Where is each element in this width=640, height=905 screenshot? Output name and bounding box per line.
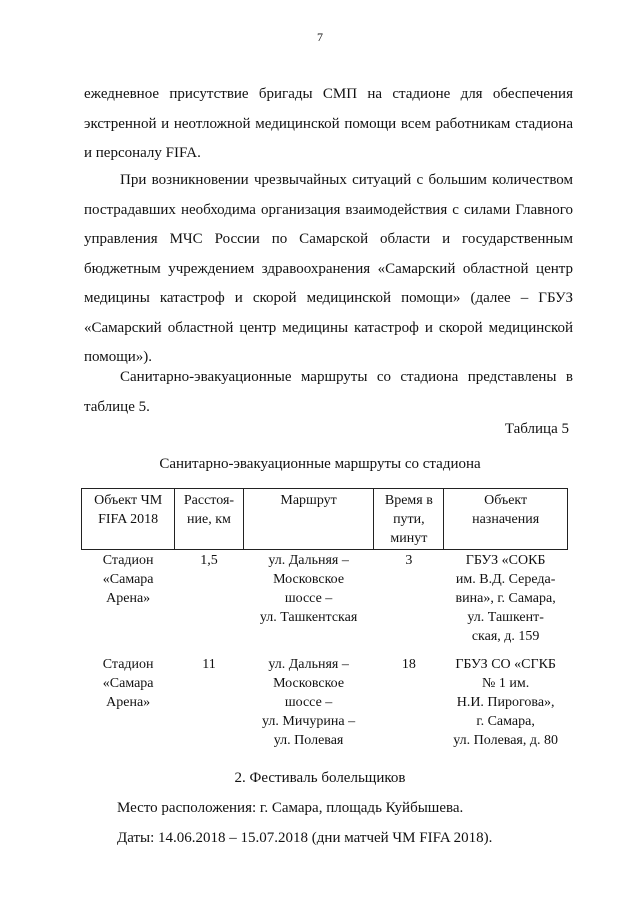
cell-distance: 11 (202, 657, 216, 672)
header-travel-time: Время в пути, минут (374, 489, 444, 550)
table-header-row (82, 489, 568, 550)
dates-line: Даты: 14.06.2018 – 15.07.2018 (дни матчей ЧМ FIFA 2018). (117, 830, 493, 846)
cell-travel-time: 18 (401, 657, 416, 672)
header-object: Объект ЧМ FIFA 2018 (82, 489, 175, 550)
cell-route: ул. Дальняя – Московское шоссе – ул. Мичурина – ул. Полевая (262, 657, 356, 748)
header-route: Маршрут (243, 489, 374, 550)
cell-object: Стадион «Самара Арена» (102, 553, 154, 606)
location-line: Место расположения: г. Самара, площадь Куйбышева. (117, 800, 464, 816)
cell-distance: 1,5 (200, 553, 218, 568)
paragraph-3: Санитарно-эвакуационные маршруты со стадиона представлены в таблице 5. (84, 369, 573, 415)
routes-table (81, 488, 568, 758)
header-destination: Объект назначения (444, 489, 568, 550)
paragraph-2: При возникновении чрезвычайных ситуаций с большим количеством пострадавших необходима организация взаимодействия с силами Главного управления МЧС России по Самарской области и государственным бюджетным учреждением здравоохранения «Самарский областной центр медицины катастроф и скорой медицинской помощи» (далее – ГБУЗ «Самарский областной центр медицины катастроф и скорой медицинской помощи»). (84, 172, 573, 365)
section-title: 2. Фестиваль болельщиков (234, 770, 406, 786)
cell-destination: ГБУЗ СО «СГКБ № 1 им. Н.И. Пирогова», г. Самара, ул. Полевая, д. 80 (453, 657, 558, 748)
paragraph-1: ежедневное присутствие бригады СМП на стадионе для обеспечения экстренной и неотложной медицинской помощи всем работникам стадиона и персоналу FIFA. (84, 86, 573, 161)
cell-travel-time: 3 (405, 553, 413, 568)
cell-route: ул. Дальняя – Московское шоссе – ул. Ташкентская (259, 553, 358, 625)
cell-object: Стадион «Самара Арена» (102, 657, 154, 710)
cell-destination: ГБУЗ «СОКБ им. В.Д. Середа- вина», г. Самара, ул. Ташкент- ская, д. 159 (455, 553, 556, 644)
table-row (82, 654, 568, 758)
header-distance: Расстоя- ние, км (175, 489, 243, 550)
page-number: 7 (317, 30, 323, 44)
table-caption: Санитарно-эвакуационные маршруты со стадиона (159, 456, 481, 472)
table-label: Таблица 5 (504, 421, 569, 437)
table-row (82, 550, 568, 655)
